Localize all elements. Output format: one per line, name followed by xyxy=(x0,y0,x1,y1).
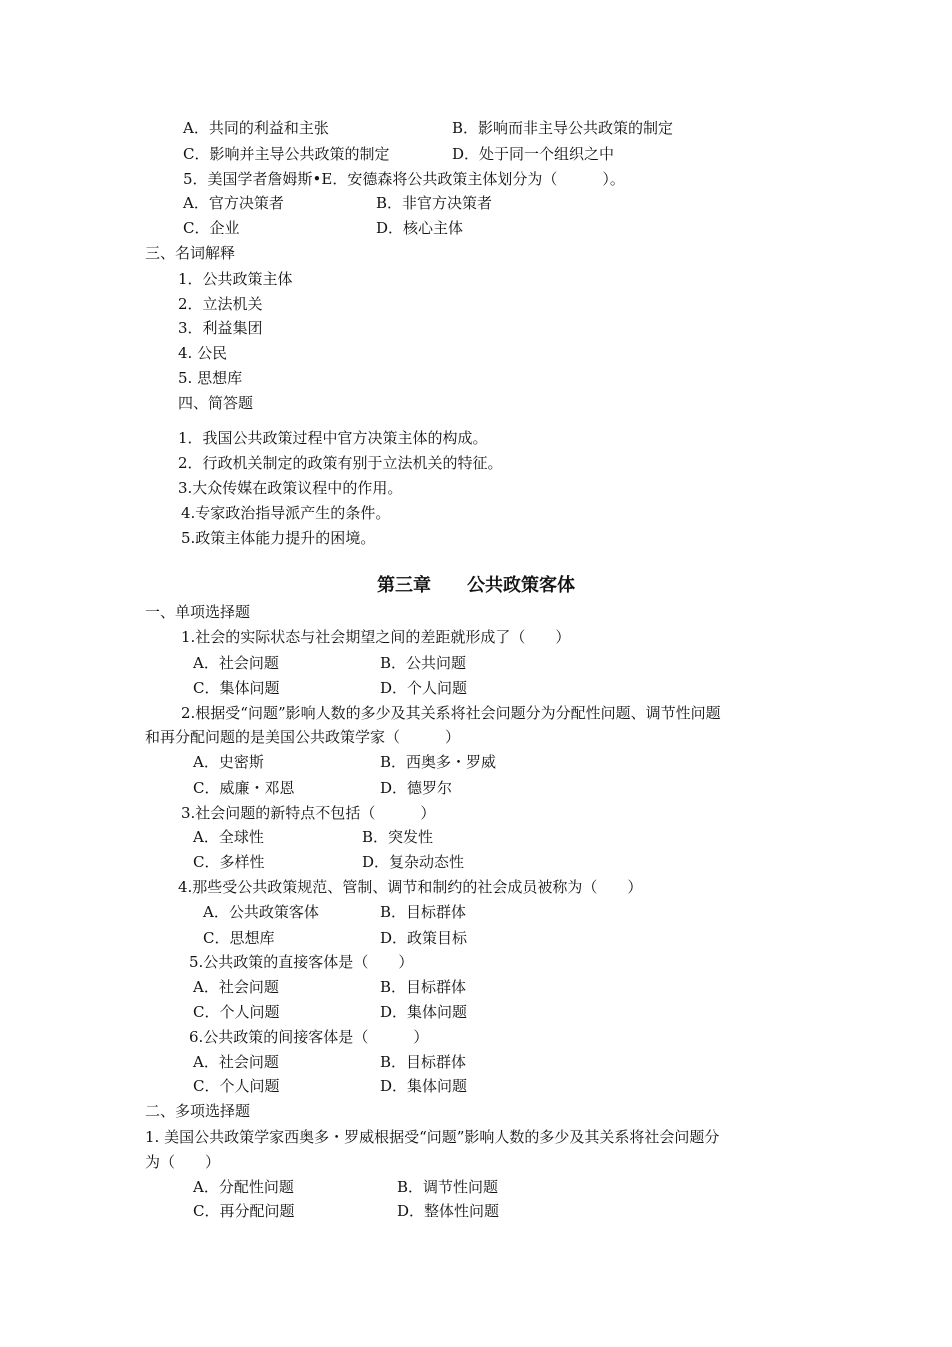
section-heading-multiple-choice: 二、多项选择题 xyxy=(145,1102,251,1120)
option-c: C．影响并主导公共政策的制定 xyxy=(183,145,390,163)
short-answer-item: 1．我国公共政策过程中官方决策主体的构成。 xyxy=(178,429,488,447)
option-b: B．影响而非主导公共政策的制定 xyxy=(452,119,674,137)
option-a: A．公共政策客体 xyxy=(203,903,319,921)
option-b: B．目标群体 xyxy=(380,978,467,996)
option-c: C．企业 xyxy=(183,219,240,237)
short-answer-item: 5.政策主体能力提升的困境。 xyxy=(181,529,376,547)
option-a: A．社会问题 xyxy=(193,654,279,672)
option-c: C．威廉・邓恩 xyxy=(193,779,295,797)
option-c: C．再分配问题 xyxy=(193,1202,295,1220)
option-c: C．思想库 xyxy=(203,929,275,947)
question-stem: 5．美国学者詹姆斯•E．安德森将公共政策主体划分为（ ）。 xyxy=(183,170,625,188)
option-b: B．目标群体 xyxy=(380,1053,467,1071)
option-d: D．整体性问题 xyxy=(397,1202,500,1220)
section-heading-short-answer: 四、简答题 xyxy=(178,394,254,412)
section-heading-terms: 三、名词解释 xyxy=(145,244,236,262)
option-b: B．调节性问题 xyxy=(397,1178,499,1196)
term-item: 1．公共政策主体 xyxy=(178,270,293,288)
option-a: A．社会问题 xyxy=(193,1053,279,1071)
question-stem: 2.根据受“问题”影响人数的多少及其关系将社会问题分为分配性问题、调节性问题 xyxy=(181,704,721,722)
question-stem-continued: 和再分配问题的是美国公共政策学家（ ） xyxy=(145,728,461,746)
question-stem: 6.公共政策的间接客体是（ ） xyxy=(189,1028,429,1046)
short-answer-item: 3.大众传媒在政策议程中的作用。 xyxy=(178,479,403,497)
option-d: D．核心主体 xyxy=(376,219,464,237)
question-stem: 4.那些受公共政策规范、管制、调节和制约的社会成员被称为（ ） xyxy=(178,878,643,896)
option-a: A．官方决策者 xyxy=(183,194,284,212)
option-d: D．德罗尔 xyxy=(380,779,453,797)
option-c: C．个人问题 xyxy=(193,1003,280,1021)
option-a: A．共同的利益和主张 xyxy=(183,119,329,137)
option-b: B．西奥多・罗威 xyxy=(380,753,497,771)
option-b: B．突发性 xyxy=(362,828,434,846)
term-item: 5. 思想库 xyxy=(178,369,243,387)
question-stem: 5.公共政策的直接客体是（ ） xyxy=(189,953,414,971)
option-a: A．分配性问题 xyxy=(193,1178,294,1196)
option-c: C．多样性 xyxy=(193,853,265,871)
option-d: D．政策目标 xyxy=(380,929,468,947)
option-b: B．公共问题 xyxy=(380,654,467,672)
option-d: D．处于同一个组织之中 xyxy=(452,145,615,163)
option-b: B．非官方决策者 xyxy=(376,194,493,212)
term-item: 4. 公民 xyxy=(178,344,228,362)
option-d: D．复杂动态性 xyxy=(362,853,465,871)
term-item: 3．利益集团 xyxy=(178,319,263,337)
question-stem-continued: 为（ ） xyxy=(145,1153,221,1171)
option-a: A．全球性 xyxy=(193,828,264,846)
short-answer-item: 4.专家政治指导派产生的条件。 xyxy=(181,504,391,522)
option-c: C．集体问题 xyxy=(193,679,280,697)
question-stem: 1.社会的实际状态与社会期望之间的差距就形成了（ ） xyxy=(181,628,571,646)
option-a: A．社会问题 xyxy=(193,978,279,996)
option-d: D．集体问题 xyxy=(380,1077,468,1095)
chapter-title: 第三章 公共政策客体 xyxy=(377,575,575,596)
question-stem: 1. 美国公共政策学家西奥多・罗威根据受“问题”影响人数的多少及其关系将社会问题分 xyxy=(145,1128,720,1146)
question-stem: 3.社会问题的新特点不包括（ ） xyxy=(181,804,436,822)
term-item: 2．立法机关 xyxy=(178,295,263,313)
section-heading-single-choice: 一、单项选择题 xyxy=(145,603,251,621)
short-answer-item: 2．行政机关制定的政策有别于立法机关的特征。 xyxy=(178,454,503,472)
option-d: D．个人问题 xyxy=(380,679,468,697)
option-a: A．史密斯 xyxy=(193,753,264,771)
option-b: B．目标群体 xyxy=(380,903,467,921)
option-d: D．集体问题 xyxy=(380,1003,468,1021)
option-c: C．个人问题 xyxy=(193,1077,280,1095)
